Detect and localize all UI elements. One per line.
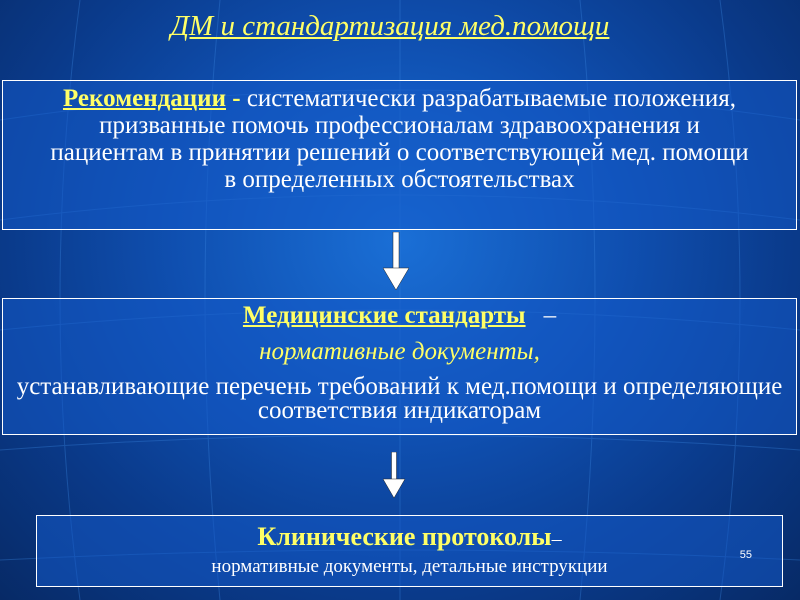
- recommendations-term: Рекомендации: [62, 85, 226, 112]
- clinical-protocols-term: Клинические протоколы: [257, 522, 552, 551]
- clinical-protocols-dash: –: [551, 528, 562, 550]
- clinical-protocols-heading: [37, 522, 782, 554]
- medical-standards-subtitle: нормативные документы,: [259, 338, 540, 365]
- clinical-protocols-definition: нормативные документы, детальные инструкции: [211, 556, 608, 577]
- medical-standards-dash: –: [543, 302, 557, 329]
- recommendations-box: [2, 80, 797, 230]
- slide-number: 55: [739, 549, 752, 561]
- slide-title: ДМ и стандартизация мед.помощи: [170, 10, 610, 42]
- medical-standards-heading: [3, 301, 796, 331]
- medical-standards-term: Медицинские стандарты: [242, 302, 526, 329]
- clinical-protocols-box: [36, 515, 783, 587]
- down-arrow-icon: [383, 452, 405, 498]
- recommendations-dash: -: [226, 85, 247, 112]
- medical-standards-definition: устанавливающие перечень требований к мед.помощи и определяющие соответствия индикаторам: [16, 373, 783, 424]
- down-arrow-icon: [383, 232, 409, 290]
- recommendations-text-block: [3, 85, 796, 193]
- medical-standards-box: [2, 298, 797, 435]
- recommendations-definition: систематически разрабатываемые положения, призванные помочь профессионалам здравоохранения и пациентам в принятии решений о соответствующей мед. помощи в определенных обстоятельствах: [50, 85, 749, 193]
